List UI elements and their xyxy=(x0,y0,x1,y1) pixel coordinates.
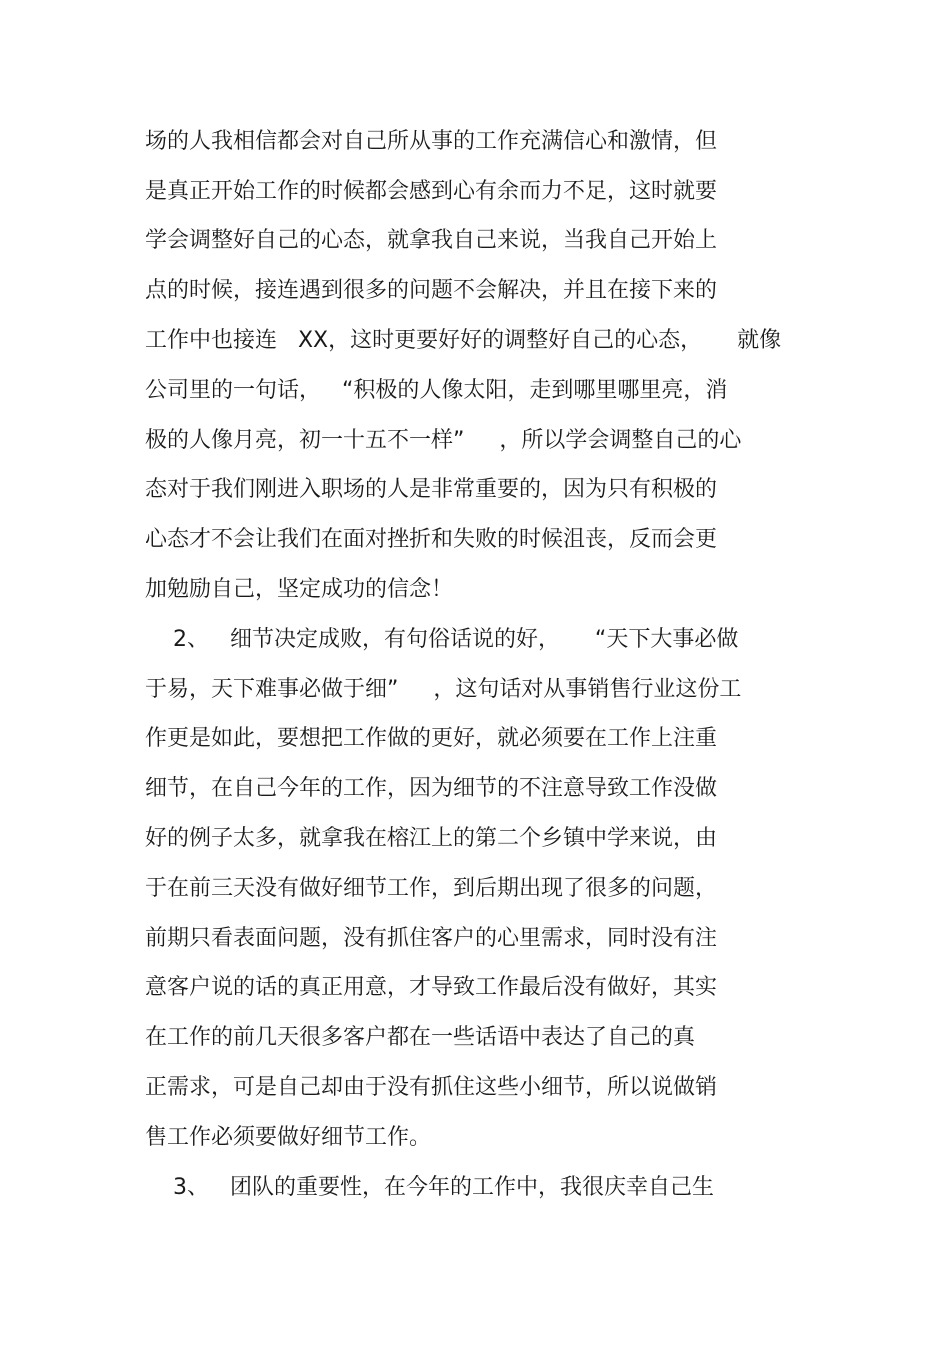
text-line: 态对于我们刚进入职场的人是非常重要的，因为只有积极的 xyxy=(145,477,718,502)
text-line: 售工作必须要做好细节工作。 xyxy=(145,1125,432,1150)
text-line: 3、 团队的重要性，在今年的工作中，我很庆幸自己生 xyxy=(145,1175,714,1200)
text-line: 细节，在自己今年的工作，因为细节的不注意导致工作没做 xyxy=(145,776,718,801)
text-line: 正需求，可是自己却由于没有抓住这些小细节，所以说做销 xyxy=(145,1075,718,1100)
text-line: 是真正开始工作的时候都会感到心有余而力不足，这时就要 xyxy=(145,179,718,204)
text-line: 场的人我相信都会对自己所从事的工作充满信心和激情，但 xyxy=(145,129,718,154)
text-line: 在工作的前几天很多客户都在一些话语中表达了自己的真 xyxy=(145,1025,696,1050)
text-line: 好的例子太多，就拿我在榕江上的第二个乡镇中学来说，由 xyxy=(145,826,718,851)
text-line: 于在前三天没有做好细节工作，到后期出现了很多的问题， xyxy=(145,876,718,901)
text-line: 于易，天下难事必做于细” ，这句话对从事销售行业这份工 xyxy=(145,677,742,702)
text-line: 学会调整好自己的心态，就拿我自己来说，当我自己开始上 xyxy=(145,228,718,253)
text-line: 极的人像月亮，初一十五不一样” ，所以学会调整自己的心 xyxy=(145,428,742,453)
text-line: 意客户说的话的真正用意，才导致工作最后没有做好，其实 xyxy=(145,975,718,1000)
text-line: 前期只看表面问题，没有抓住客户的心里需求，同时没有注 xyxy=(145,926,718,951)
text-line: 作更是如此，要想把工作做的更好，就必须要在工作上注重 xyxy=(145,726,718,751)
text-line: 加勉励自己，坚定成功的信念！ xyxy=(145,577,454,602)
text-line: 工作中也接连 XX，这时更要好好的调整好自己的心态， 就像 xyxy=(145,328,782,353)
text-line: 2、 细节决定成败，有句俗话说的好， “天下大事必做 xyxy=(145,627,739,652)
text-line: 心态才不会让我们在面对挫折和失败的时候沮丧，反而会更 xyxy=(145,527,718,552)
text-line: 点的时候，接连遇到很多的问题不会解决，并且在接下来的 xyxy=(145,278,718,303)
text-line: 公司里的一句话， “积极的人像太阳，走到哪里哪里亮，消 xyxy=(145,378,728,403)
